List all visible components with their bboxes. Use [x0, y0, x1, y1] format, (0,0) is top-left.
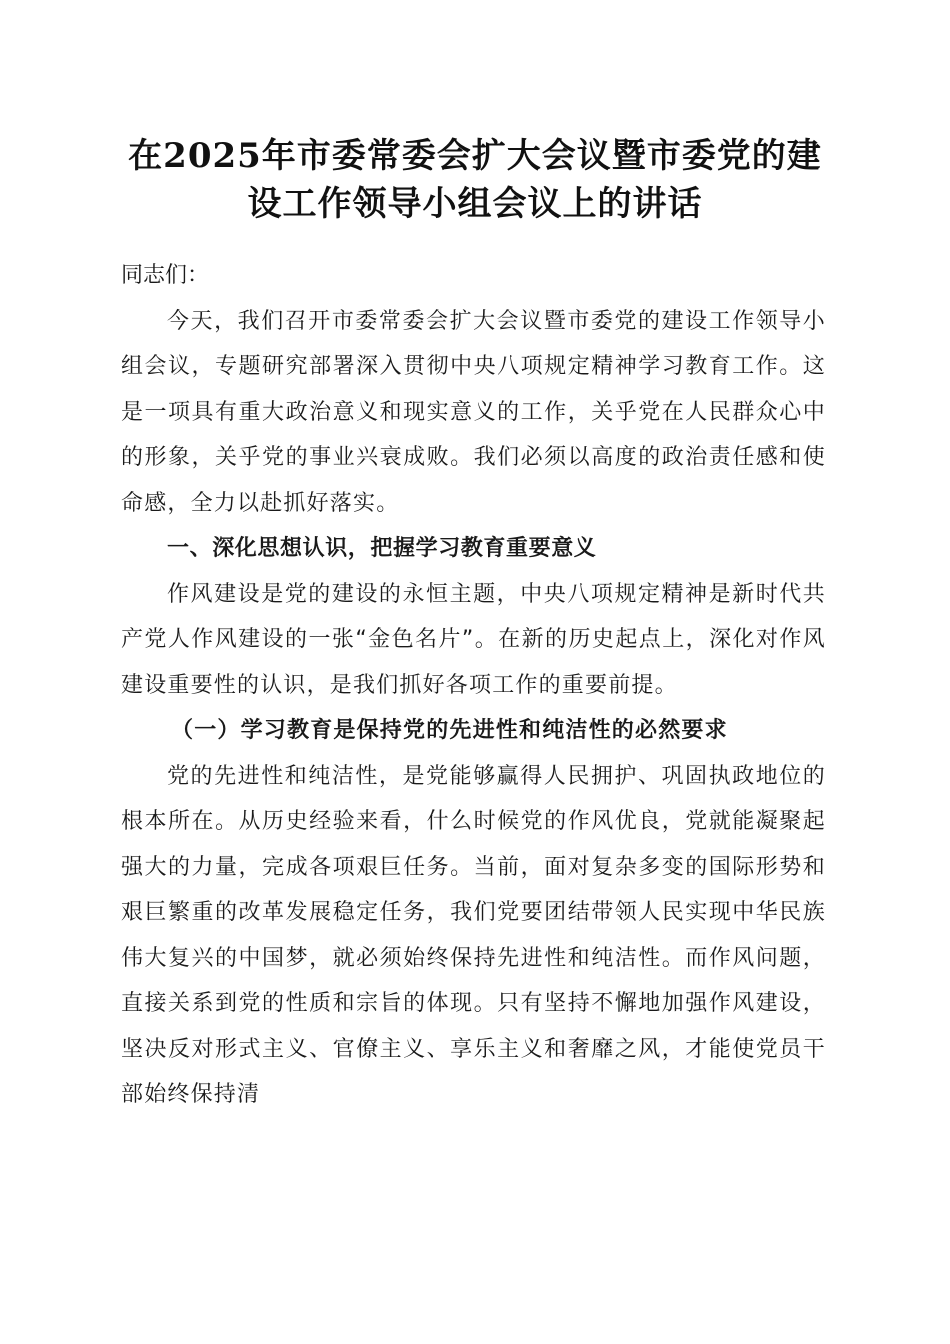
intro-paragraph: 今天，我们召开市委常委会扩大会议暨市委党的建设工作领导小组会议，专题研究部署深入贯彻中央八项规定精神学习教育工作。这是一项具有重大政治意义和现实意义的工作，关乎党在人民群众心中的形象，关乎党的事业兴衰成败。我们必须以高度的政治责任感和使命感，全力以赴抓好落实。 — [121, 308, 826, 516]
salutation: 同志们： — [121, 263, 210, 288]
document-title — [110, 132, 840, 228]
title-line-1: 在2025年市委常委会扩大会议暨市委党的建 — [128, 136, 822, 176]
speech-body — [121, 253, 826, 1118]
section-heading: 一、深化思想认识，把握学习教育重要意义 — [167, 536, 597, 561]
title-line-2: 设工作领导小组会议上的讲话 — [247, 184, 703, 224]
section-paragraph: 作风建设是党的建设的永恒主题，中央八项规定精神是新时代共产党人作风建设的一张“金色名片”。在新的历史起点上，深化对作风建设重要性的认识，是我们抓好各项工作的重要前提。 — [121, 581, 826, 698]
subsection-paragraph: 党的先进性和纯洁性，是党能够赢得人民拥护、巩固执政地位的根本所在。从历史经验来看，什么时候党的作风优良，党就能凝聚起强大的力量，完成各项艰巨任务。当前，面对复杂多变的国际形势和艰巨繁重的改革发展稳定任务，我们党要团结带领人民实现中华民族伟大复兴的中国梦，就必须始终保持先进性和纯洁性。而作风问题，直接关系到党的性质和宗旨的体现。只有坚持不懈地加强作风建设，坚决反对形式主义、官僚主义、享乐主义和奢靡之风，才能使党员干部始终保持清 — [121, 763, 826, 1107]
subsection-heading: （一）学习教育是保持党的先进性和纯洁性的必然要求 — [171, 717, 728, 743]
